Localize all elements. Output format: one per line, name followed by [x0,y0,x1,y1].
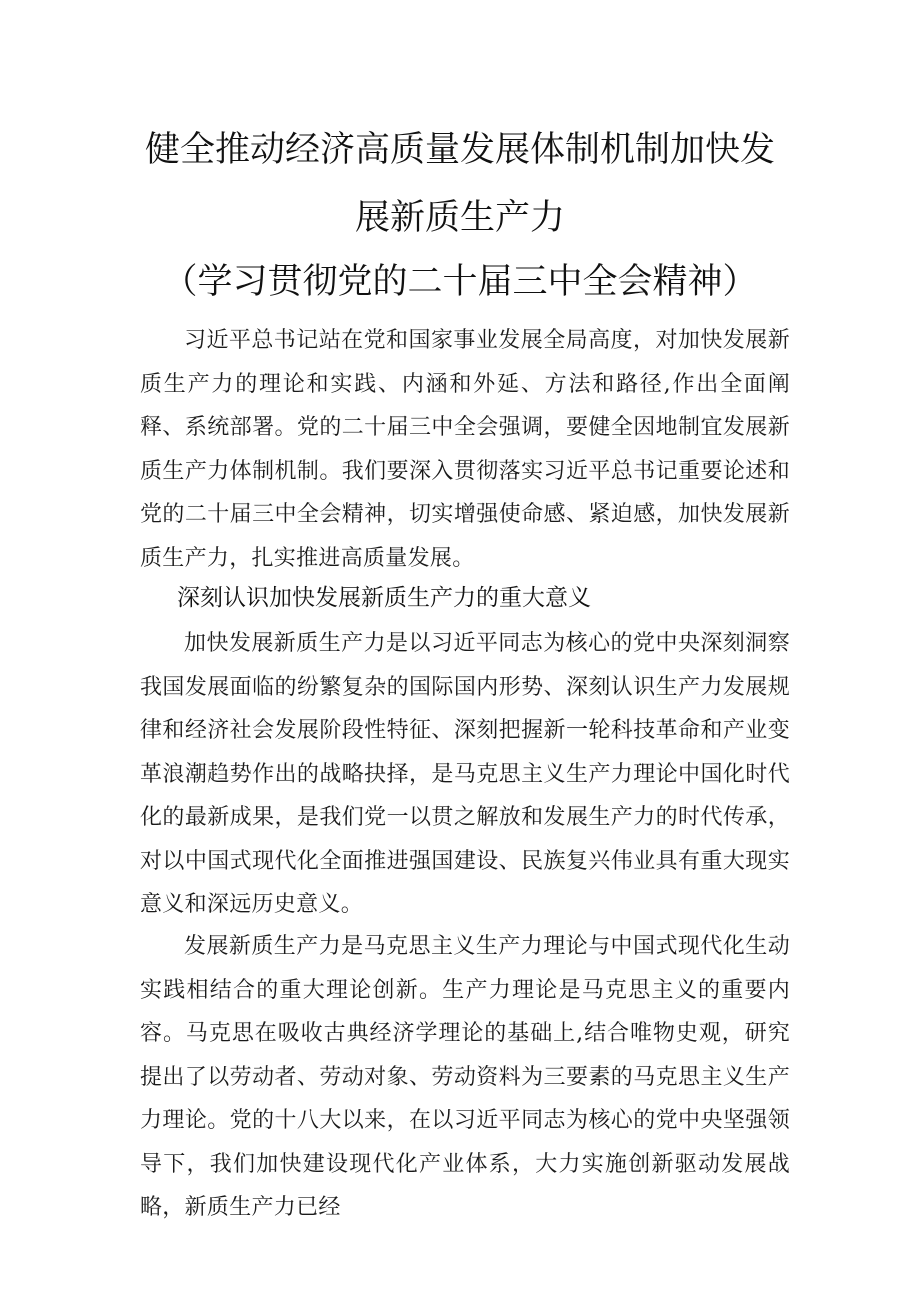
body-paragraph-significance: 加快发展新质生产力是以习近平同志为核心的党中央深刻洞察我国发展面临的纷繁复杂的国际国内形势、深刻认识生产力发展规律和经济社会发展阶段性特征、深刻把握新一轮科技革命和产业变革浪潮趋势作出的战略抉择，是马克思主义生产力理论中国化时代化的最新成果，是我们党一以贯之解放和发展生产力的时代传承，对以中国式现代化全面推进强国建设、民族复兴伟业具有重大现实意义和深远历史意义。 [140,631,790,917]
intro-paragraph: 习近平总书记站在党和国家事业发展全局高度，对加快发展新质生产力的理论和实践、内涵和外延、方法和路径,作出全面阐释、系统部署。党的二十届三中全会强调，要健全因地制宜发展新质生产力体制机制。我们要深入贯彻落实习近平总书记重要论述和党的二十届三中全会精神，切实增强使命感、紧迫感，加快发展新质生产力，扎实推进高质量发展。 [140,328,790,571]
document-subtitle: （学习贯彻党的二十届三中全会精神） [162,262,758,302]
body-paragraph-theory: 发展新质生产力是马克思主义生产力理论与中国式现代化生动实践相结合的重大理论创新。生产力理论是马克思主义的重要内容。马克思在吸收古典经济学理论的基础上,结合唯物史观，研究提出了以劳动者、劳动对象、劳动资料为三要素的马克思主义生产力理论。党的十八大以来，在以习近平同志为核心的党中央坚强领导下，我们加快建设现代化产业体系，大力实施创新驱动发展战略，新质生产力已经 [140,934,790,1220]
document-title-line-1: 健全推动经济高质量发展体制机制加快发 [144,130,775,170]
document-title-line-2: 展新质生产力 [354,198,565,238]
section-heading: 深刻认识加快发展新质生产力的重大意义 [177,585,591,611]
